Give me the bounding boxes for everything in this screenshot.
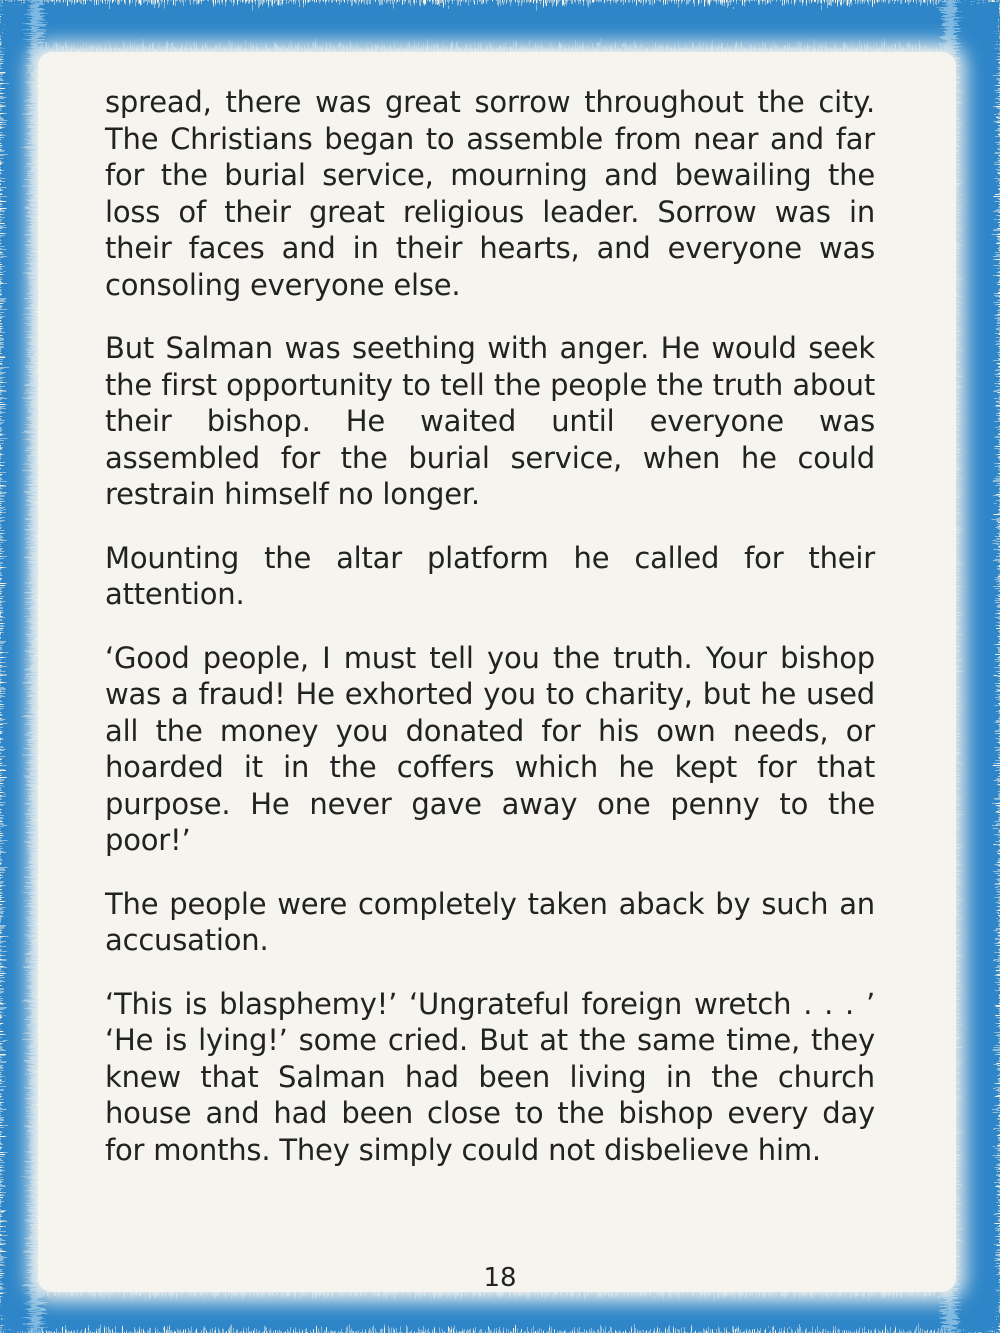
paragraph: ‘This is blasphemy!’ ‘Ungrateful foreign wretch . . . ’ ‘He is lying!’ some cried. But at the same time, they knew that Salman had been living in the church house and had been close to the bishop every day for months. They simply could not disbelieve him.	[105, 986, 875, 1167]
paragraph: spread, there was great sorrow throughout the city. The Christians began to assemble from near and far for the burial service, mourning and bewailing the loss of their great religious leader. Sorrow was in their faces and in their hearts, and everyone was consoling everyone else.	[105, 85, 875, 302]
paragraph: The people were completely taken aback by such an accusation.	[105, 886, 875, 957]
paragraph: ‘Good people, I must tell you the truth. Your bishop was a fraud! He exhorted you to charity, but he used all the money you donated for his own needs, or hoarded it in the coffers which he kept for that purpose. He never gave away one penny to the poor!’	[105, 640, 875, 857]
page-number: 18	[483, 1263, 517, 1293]
body-text	[105, 84, 875, 1195]
paragraph: Mounting the altar platform he called for their attention.	[105, 540, 875, 611]
paragraph: But Salman was seething with anger. He would seek the first opportunity to tell the people the truth about their bishop. He waited until everyone was assembled for the burial service, when he could restrain himself no longer.	[105, 331, 875, 511]
